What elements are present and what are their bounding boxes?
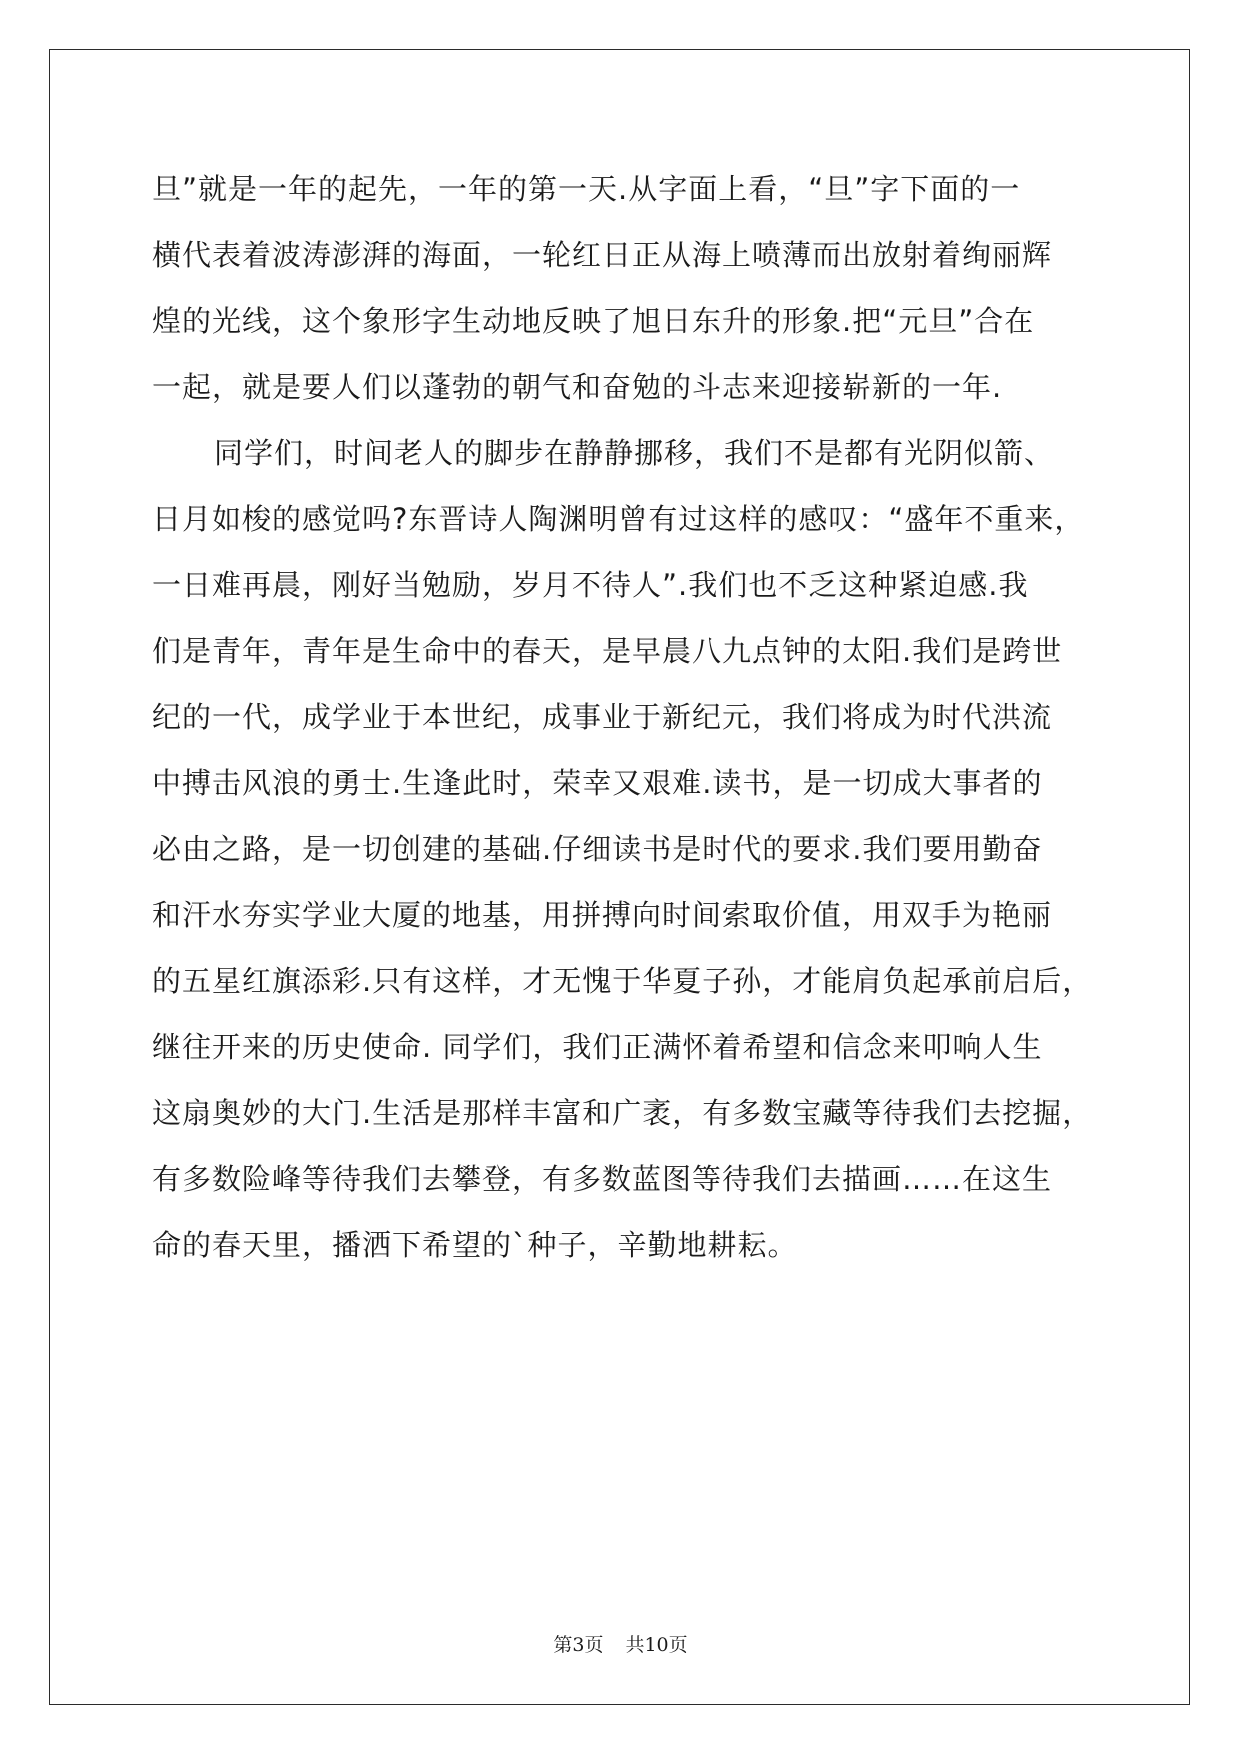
text-line: 煌的光线，这个象形字生动地反映了旭日东升的形象.把“元旦”合在 [152,304,1035,338]
text-line: 中搏击风浪的勇士.生逢此时，荣幸又艰难.读书，是一切成大事者的 [152,766,1043,800]
text-line: 一起，就是要人们以蓬勃的朝气和奋勉的斗志来迎接崭新的一年. [152,370,1003,404]
text-line: 横代表着波涛澎湃的海面，一轮红日正从海上喷薄而出放射着绚丽辉 [152,238,1053,272]
text-line: 一日难再晨，刚好当勉励，岁月不待人”.我们也不乏这种紧迫感.我 [152,568,1029,602]
text-line: 这扇奥妙的大门.生活是那样丰富和广袤，有多数宝藏等待我们去挖掘， [152,1096,1093,1130]
text-line: 继往开来的历史使命. 同学们，我们正满怀着希望和信念来叩响人生 [152,1030,1043,1064]
document-body [152,156,1092,1278]
text-line: 和汗水夯实学业大厦的地基，用拼搏向时间索取价值，用双手为艳丽 [152,898,1053,932]
text-line: 们是青年，青年是生命中的春天，是早晨八九点钟的太阳.我们是跨世 [152,634,1063,668]
text-line: 必由之路，是一切创建的基础.仔细读书是时代的要求.我们要用勤奋 [152,832,1043,866]
text-line: 纪的一代，成学业于本世纪，成事业于新纪元，我们将成为时代洪流 [152,700,1053,734]
page-footer [0,1633,1241,1657]
text-line: 有多数险峰等待我们去攀登，有多数蓝图等待我们去描画……在这生 [152,1162,1053,1196]
page-number: 第3页 [553,1634,604,1656]
text-line: 命的春天里，播洒下希望的`种子，辛勤地耕耘。 [152,1228,798,1262]
text-line: 的五星红旗添彩.只有这样，才无愧于华夏子孙，才能肩负起承前启后， [152,964,1093,998]
paragraph-first-line: 同学们，时间老人的脚步在静静挪移，我们不是都有光阴似箭、 [214,436,1055,470]
page-total: 共10页 [625,1634,688,1656]
text-line: 旦”就是一年的起先，一年的第一天.从字面上看，“旦”字下面的一 [152,172,1021,206]
text-line: 日月如梭的感觉吗?东晋诗人陶渊明曾有过这样的感叹：“盛年不重来， [152,502,1085,536]
